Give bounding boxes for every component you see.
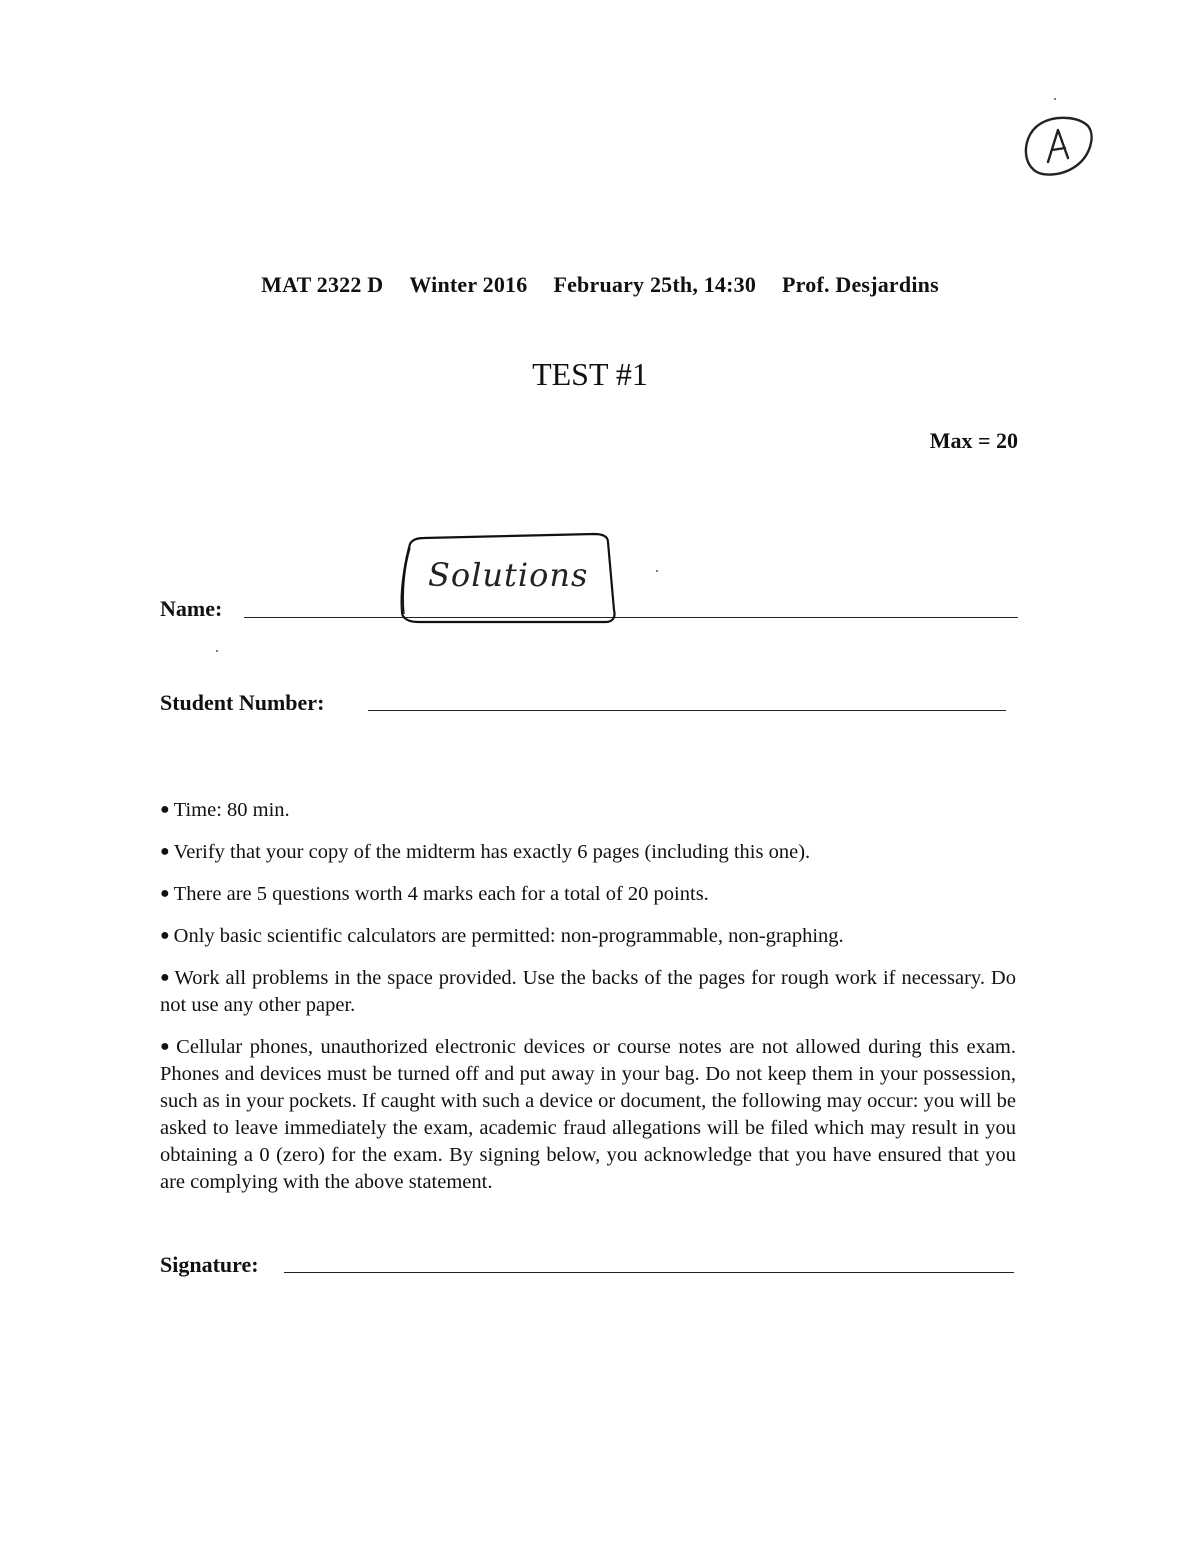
exam-date: February 25th, 14:30	[553, 272, 757, 297]
instruction-item: ● Work all problems in the space provided. Use the backs of the pages for rough work if necessary. Do not use any other paper.	[160, 967, 1016, 1016]
paper-speck	[216, 650, 218, 652]
student-number-label: Student Number:	[160, 690, 325, 715]
instructions-list	[160, 796, 1016, 1210]
signature-label: Signature:	[160, 1252, 259, 1277]
bullet-icon: ●	[160, 1038, 173, 1055]
instruction-item: ● Cellular phones, unauthorized electronic devices or course notes are not allowed during this exam. Phones and devices must be turned off and put away in your bag. Do not keep them in your possession, such as in your pockets. If caught with such a device or document, the following may occur: you will be asked to leave immediately the exam, academic fraud allegations will be filed which may result in you obtaining a 0 (zero) for the exam. By signing below, you acknowledge that you have ensured that you are complying with the above statement.	[160, 1036, 1016, 1193]
paper-speck	[1054, 98, 1056, 100]
name-field-line[interactable]	[244, 617, 1018, 618]
bullet-icon: ●	[160, 843, 170, 860]
instruction-item: ● Time: 80 min.	[160, 799, 290, 821]
paper-speck	[656, 570, 658, 572]
instructor: Prof. Desjardins	[782, 272, 939, 297]
name-value-handwritten: Solutions	[428, 556, 589, 594]
instruction-item: ● Only basic scientific calculators are permitted: non-programmable, non-graphing.	[160, 925, 844, 947]
bullet-icon: ●	[160, 885, 170, 902]
name-label: Name:	[160, 596, 223, 621]
student-number-field-line[interactable]	[368, 710, 1006, 711]
page-title: TEST #1	[532, 356, 648, 392]
term: Winter 2016	[409, 272, 528, 297]
course-code: MAT 2322 D	[261, 272, 384, 297]
bullet-icon: ●	[160, 969, 171, 986]
signature-field-line[interactable]	[284, 1272, 1014, 1273]
bullet-icon: ●	[160, 927, 170, 944]
instruction-item: ● There are 5 questions worth 4 marks each for a total of 20 points.	[160, 883, 709, 905]
bullet-icon: ●	[160, 801, 170, 818]
max-score: Max = 20	[929, 428, 1018, 453]
exam-header	[0, 272, 1200, 298]
instruction-item: ● Verify that your copy of the midterm has exactly 6 pages (including this one).	[160, 841, 811, 863]
circled-a-mark	[1018, 112, 1096, 180]
